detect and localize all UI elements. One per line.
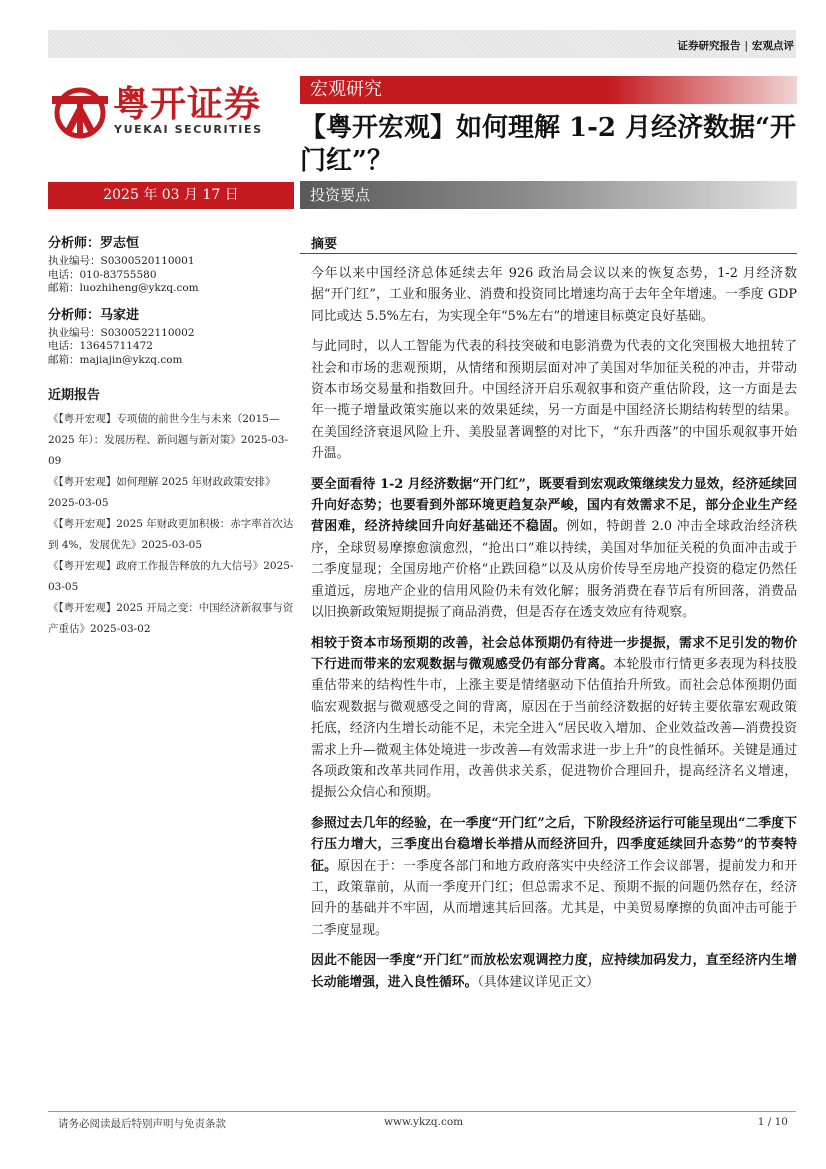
abstract-heading: 摘要 <box>311 237 338 252</box>
analyst-phone: 电话：13645711472 <box>48 340 153 352</box>
report-type: 证券研究报告 <box>677 40 741 52</box>
header-separator: | <box>744 40 748 52</box>
paragraph-lead: 因此不能因一季度“开门红”而放松宏观调控力度，应持续加码发力，直至经济内生增长动能增强，进入良性循环。 <box>311 953 797 990</box>
report-title: 【粤开宏观】如何理解 1-2 月经济数据“开门红”？ <box>300 113 797 176</box>
abstract-paragraph <box>311 474 797 624</box>
paragraph-text: 例如，特朗普 2.0 冲击全球政治经济秩序，全球贸易摩擦愈演愈烈，“抢出口”难以持续，美国对华加征关税的负面冲击或于二季度显现；全国房地产价格“止跌回稳”以及从房价传导至房地产投资的稳定仍然任重道远，房地产企业的信用风险仍未有效化解；服务消费在春节后有所回落，消费品以旧换新政策短期提振了商品消费，但是否存在透支效应有待观察。 <box>311 519 797 621</box>
abstract-paragraph <box>311 633 797 804</box>
section-label: 投资要点 <box>310 186 371 204</box>
company-logo <box>52 85 284 140</box>
paragraph-text: 本轮股市行情更多表现为科技股重估带来的结构性牛市，上涨主要是情绪驱动下估值抬升所致。而社会总体预期仍面临宏观数据与微观感受之间的背离，原因在于当前经济数据的好转主要依靠宏观政策托底，经济内生增长动能不足，未完全进入“居民收入增加、企业效益改善—消费投资需求上升—微观主体处境进一步改善—有效需求进一步上升”的良性循环。关键是通过各项政策和改革共同作用，改善供求关系，促进物价合理回升，提高经济名义增速，提振公众信心和预期。 <box>311 656 798 801</box>
abstract-paragraph <box>311 950 797 993</box>
logo-name-cn: 粤开证券 <box>113 84 262 125</box>
analyst-card <box>48 235 294 296</box>
footer-website: www.ykzq.com <box>384 1116 464 1128</box>
analyst-name: 分析师：马家进 <box>48 307 140 323</box>
abstract-body <box>311 263 797 1002</box>
abstract-divider <box>300 253 797 254</box>
report-subtype: 宏观点评 <box>752 40 794 52</box>
abstract-paragraph <box>311 336 797 464</box>
footer-disclaimer: 请务必阅读最后特别声明与免责条款 <box>58 1118 226 1130</box>
logo-name-en: YUEKAI SECURITIES <box>114 123 263 136</box>
footer-divider <box>48 1111 796 1112</box>
abstract-paragraph <box>311 813 797 941</box>
paragraph-text: （具体建议详见正文） <box>477 974 599 990</box>
analyst-card <box>48 307 294 368</box>
abstract-paragraph <box>311 263 797 327</box>
section-banner <box>300 181 797 209</box>
paragraph-lead: 要全面看待 1-2 月经济数据“开门红”，既要看到宏观政策继续发力显效，经济延续回升向好态势；也要看到外部环境更趋复杂严峻，国内有效需求不足，部分企业生产经营困难，经济持续回升向好基础还不稳固。 <box>311 476 797 535</box>
analyst-name: 分析师：罗志恒 <box>48 236 140 251</box>
report-type-header <box>677 38 794 53</box>
paragraph-lead: 参照过去几年的经验，在一季度“开门红”之后，下阶段经济运行可能呈现出“二季度下行压力增大，三季度出台稳增长举措从而经济回升，四季度延续回升态势”的节奏特征。 <box>311 815 797 874</box>
analyst-license: 执业编号：S0300522110002 <box>48 326 195 339</box>
recent-report-item: 《【粤开宏观】2025 年财政更加积极：赤字率首次达到 4%，发展优先》2025-03-05 <box>48 518 294 551</box>
recent-report-item: 《【粤开宏观】专项债的前世今生与未来（2015—2025 年）：发展历程、新问题与新对策》2025-03-09 <box>48 413 288 467</box>
paragraph-lead: 相较于资本市场预期的改善，社会总体预期仍有待进一步提振，需求不足引发的物价下行进而带来的宏观数据与微观感受仍有部分背离。 <box>311 635 797 672</box>
paragraph-text: 今年以来中国经济总体延续去年 926 政治局会议以来的恢复态势，1-2 月经济数据“开门红”，工业和服务业、消费和投资同比增速均高于去年全年增速。一季度 GDP 同比或达 5.5%左右，为实现全年“5%左右”的增速目标奠定良好基础。 <box>311 266 797 324</box>
page-number: 1 / 10 <box>757 1116 788 1128</box>
logo-mark-icon <box>52 85 108 140</box>
sidebar <box>48 235 294 640</box>
analyst-email: 邮箱：majiajin@ykzq.com <box>48 353 183 366</box>
category-banner <box>300 76 797 104</box>
analyst-email: 邮箱：luozhiheng@ykzq.com <box>48 282 199 294</box>
analyst-license: 执业编号：S0300520110001 <box>48 255 195 267</box>
recent-report-item: 《【粤开宏观】2025 开局之变：中国经济新叙事与资产重估》2025-03-02 <box>48 602 294 635</box>
recent-report-item: 《【粤开宏观】如何理解 2025 年财政政策安排》2025-03-05 <box>48 476 276 509</box>
paragraph-text: 原因在于：一季度各部门和地方政府落实中央经济工作会议部署，提前发力和开工，政策靠前，从而一季度开门红；但总需求不足、预期不振的问题仍然存在，经济回升的基础并不牢固，从而增速其后回落。尤其是，中美贸易摩擦的负面冲击可能于二季度显现。 <box>311 858 798 938</box>
paragraph-text: 与此同时，以人工智能为代表的科技突破和电影消费为代表的文化突围极大地扭转了社会和市场的悲观预期，从情绪和预期层面对冲了美国对华加征关税的冲击，并带动资本市场交易量和指数回升。中国经济开启乐观叙事和资产重估阶段，这一方面是去年一揽子增量政策实施以来的效果延续，另一方面是中国经济长期结构转型的结果。在美国经济衰退风险上升、美股显著调整的对比下，“东升西落”的中国乐观叙事开始升温。 <box>311 339 797 462</box>
category-label: 宏观研究 <box>310 79 382 100</box>
analyst-phone: 电话：010-83755580 <box>48 268 157 281</box>
date-banner <box>48 182 294 209</box>
recent-report-item: 《【粤开宏观】政府工作报告释放的九大信号》2025-03-05 <box>48 560 294 593</box>
recent-reports-title: 近期报告 <box>48 388 101 403</box>
report-date: 2025 年 03 月 17 日 <box>103 187 239 203</box>
